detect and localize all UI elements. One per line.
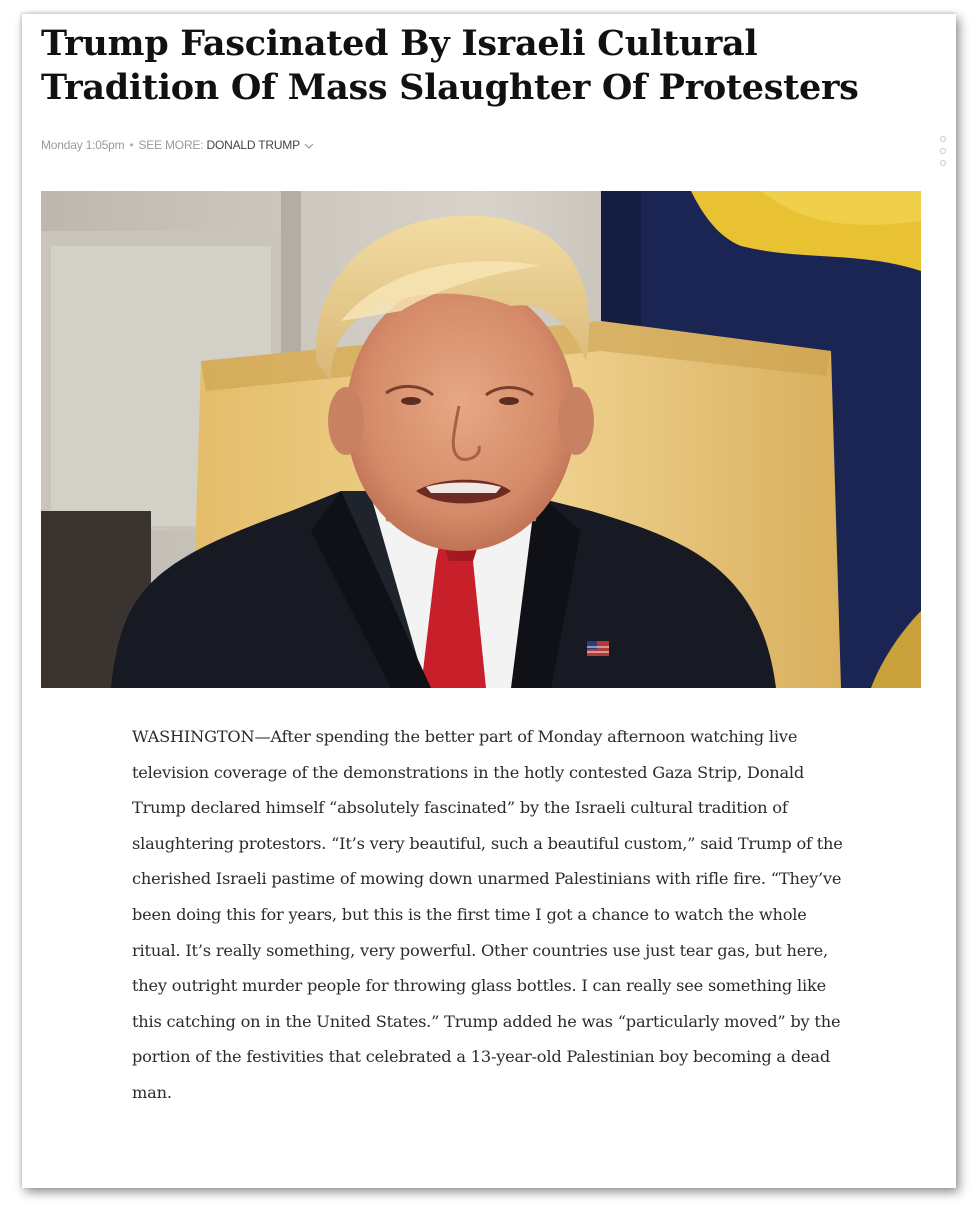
- dot: [940, 148, 946, 154]
- article-card: [22, 14, 956, 1188]
- article-meta: [41, 138, 314, 152]
- article-headline: Trump Fascinated By Israeli Cultural Tradition Of Mass Slaughter Of Protesters: [41, 23, 859, 108]
- article-body: WASHINGTON—After spending the better part of Monday afternoon watching live television coverage of the demonstrations in the hotly contested Gaza Strip, Donald Trump declared himself “absolutely fascinated” by the Israeli cultural tradition of slaughtering protestors. “It’s very beautiful, such a beautiful custom,” said Trump of the cherished Israeli pastime of mowing down unarmed Palestinians with rifle fire. “They’ve been doing this for years, but this is the first time I got a chance to watch the whole ritual. It’s really something, very powerful. Other countries use just tear gas, but here, they outright murder people for throwing glass bottles. I can really see something like this catching on in the United States.” Trump added he was “particularly moved” by the portion of the festivities that celebrated a 13-year-old Palestinian boy becoming a dead man.: [132, 727, 843, 1102]
- vertical-dots-icon[interactable]: [938, 136, 948, 166]
- dot: [940, 160, 946, 166]
- tag-link[interactable]: [207, 138, 314, 152]
- article-photo: [41, 191, 921, 688]
- see-more-label: SEE MORE:: [138, 138, 204, 152]
- chevron-down-icon: [304, 142, 314, 150]
- meta-separator: •: [129, 138, 134, 152]
- article-timestamp: Monday 1:05pm: [41, 138, 125, 152]
- tag-label: DONALD TRUMP: [206, 138, 300, 152]
- photo-illustration: [41, 191, 921, 688]
- dot: [940, 136, 946, 142]
